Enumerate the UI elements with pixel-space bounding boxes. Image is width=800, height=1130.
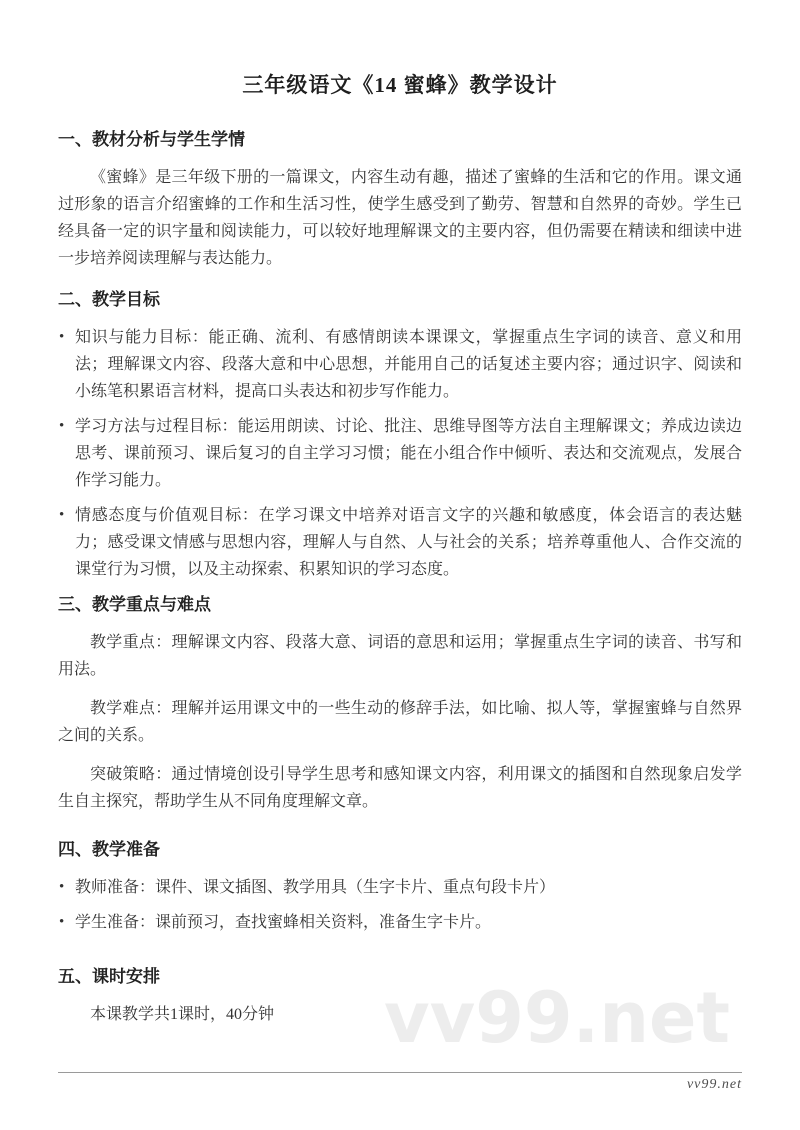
goal-list [58,324,742,583]
list-item: • 教师准备：课件、课文插图、教学用具（生字卡片、重点句段卡片） [58,874,742,901]
list-item: • 学习方法与过程目标：能运用朗读、讨论、批注、思维导图等方法自主理解课文；养成边读边思考、课前预习、课后复习的自主学习习惯；能在小组合作中倾听、表达和交流观点，发展合作学习能力。 [58,413,742,494]
page-title: 三年级语文《14 蜜蜂》教学设计 [242,73,558,98]
footer-divider [58,1072,742,1073]
footer-brand-text: vv99.net [686,1077,742,1092]
body-paragraph: 《蜜蜂》是三年级下册的一篇课文，内容生动有趣，描述了蜜蜂的生活和它的作用。课文通过形象的语言介绍蜜蜂的工作和生活习性，使学生感受到了勤劳、智慧和自然界的奇妙。学生已经具备一定的识字量和阅读能力，可以较好地理解课文的主要内容，但仍需要在精读和细读中进一步培养阅读理解与表达能力。 [58,169,742,267]
list-item: • 学生准备：课前预习，查找蜜蜂相关资料，准备生字卡片。 [58,909,742,936]
body-paragraph: 教学难点：理解并运用课文中的一些生动的修辞手法，如比喻、拟人等，掌握蜜蜂与自然界之间的关系。 [58,700,742,744]
body-paragraph: 突破策略：通过情境创设引导学生思考和感知课文内容，利用课文的插图和自然现象启发学生自主探究，帮助学生从不同角度理解文章。 [58,766,742,810]
section-teaching-goals [58,288,742,591]
section-heading: 二、教学目标 [58,290,160,309]
section-heading: 四、教学准备 [58,840,160,859]
body-paragraph: 本课教学共1课时，40分钟 [90,1006,275,1023]
list-item: • 知识与能力目标：能正确、流利、有感情朗读本课课文，掌握重点生字词的读音、意义和用法；理解课文内容、段落大意和中心思想，并能用自己的话复述主要内容；通过识字、阅读和小练笔积累语言材料，提高口头表达和初步写作能力。 [58,324,742,405]
section-preparation [58,838,742,944]
watermark-text: vv99.net [383,977,730,1059]
section-heading: 三、教学重点与难点 [58,595,211,614]
section-heading: 一、教材分析与学生学情 [58,130,245,149]
section-heading: 五、课时安排 [58,967,160,986]
section-key-points [58,593,742,827]
section-material-analysis [58,128,742,284]
preparation-list [58,874,742,936]
list-item: • 情感态度与价值观目标：在学习课文中培养对语言文字的兴趣和敏感度，体会语言的表达魅力；感受课文情感与思想内容，理解人与自然、人与社会的关系；培养尊重他人、合作交流的课堂行为习惯，以及主动探索、积累知识的学习态度。 [58,502,742,583]
body-paragraph: 教学重点：理解课文内容、段落大意、词语的意思和运用；掌握重点生字词的读音、书写和用法。 [58,634,742,678]
